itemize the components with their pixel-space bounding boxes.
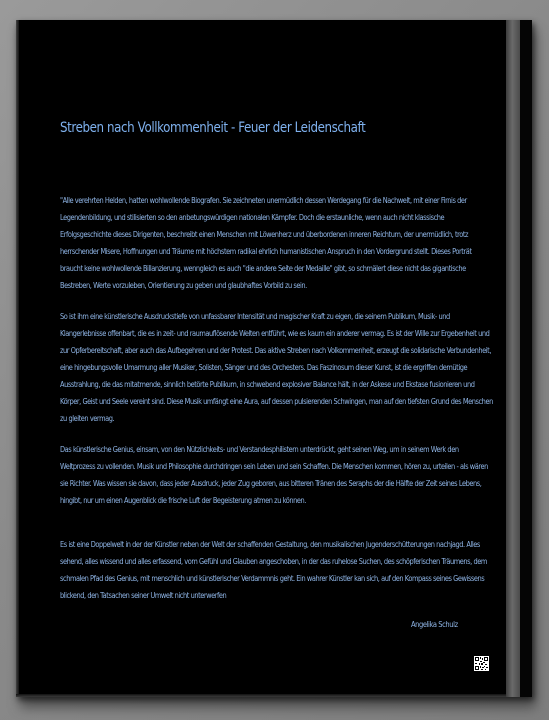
page-edge	[16, 20, 19, 697]
paragraph-1: "Alle verehrten Helden, hatten wohlwollende Biografen. Sie zeichneten unermüdlich dessen Werdegang für die Nachwelt, mit einer Firnis der Legendenbildung, und stilisierten so den anbetungswürdigen nationalen Kämpfer. Doch die erstaunliche, wenn auch nicht klassische Erfolgsgeschichte dieses Dirigenten, beschreibt einen Menschen mit Löwenherz und überbordenen inneren Reichtum, der unermüdlich, trotz herrschender Misere, Hoffnungen und Träume mit höchstem radikal ehrlich humanistischen Anspruch in den Vordergrund stellt. Dieses Porträt braucht keine wohlwollende Billanzierung, wenngleich es auch "die andere Seite der Medaille" gibt, so schmälert diese nicht das gigantische Bestreben, Werte vorzuleben, Orientierung zu geben und glaubhaftes Vorbild zu sein.	[60, 195, 472, 290]
book-spine	[506, 20, 520, 697]
paragraph-2: So ist ihm eine künstlerische Ausdruckstiefe von unfassbarer Intensität und magischer Kraft zu eigen, die seinem Publikum, Musik- und Klangerlebnisse offenbart, die es in zeit- und raumauflösende Welten entführt, wie es kaum ein anderer vermag. Es ist der Wille zur Ergebenheit und zur Opferbereitschaft, aber auch das Aufbegehren und der Protest. Das aktive Streben nach Volkommenheit, erzeugt die solidarische Verbundenheit, eine hingebungsvolle Umarmung aller Musiker, Solisten, Sänger und des Orchesters. Das Faszinosum dieser Kunst, ist die ergriffen demütige Ausstrahlung, die das mitatmende, sinnlich betörte Publikum, in schwebend explosiver Balance hält, in der Askese und Ekstase fusionieren und Körper, Geist und Seele vereint sind. Diese Musik umfängt eine Aura, auf dessen pulsierenden Schwingen, man auf den tiefsten Grund des Menschen zu gleiten vermag.	[60, 311, 493, 423]
paragraph-4: Es ist eine Doppelwelt in der der Künstler neben der Welt der schaffenden Gestaltung, den musikalischen Jugenderschütterungen nachjagd. Alles sehend, alles wissend und alles erfassend, vom Gefühl und Glauben angeschoben, in der das ruhelose Suchen, des schöpferischen Träumens, dem schmalen Pfad des Genius, mit menschlich und künstlerischer Verdammnis geht. Ein wahrer Künstler kan sich, auf den Kompass seines Gewissens blickend, den Tatsachen seiner Umwelt nicht unterwerfen	[60, 539, 487, 600]
author-signature: Angelika Schulz	[411, 619, 458, 629]
book-spine-back	[520, 20, 532, 697]
book-cover	[16, 20, 532, 697]
paragraph-3: Das künstlerische Genius, einsam, von den Nützlichkeits- und Verstandesphilistern unterdrückt, geht seinen Weg, um in seinem Werk den Weltprozess zu vollenden. Musik und Philosophie durchdringen sein Leben und sein Schaffen. Die Menschen kommen, hören zu, urteilen - als wären sie Richter. Was wissen sie davon, dass jeder Ausdruck, jeder Zug geboren, aus bitteren Tränen des Seraphs der die Hälfte der Zeit seines Lebens, hingibt, nur um einen Augenblick die frische Luft der Begeisterung atmen zu können.	[60, 444, 488, 505]
qr-code-icon	[474, 656, 489, 671]
page-bottom-edge	[16, 694, 532, 697]
text-block	[60, 118, 493, 618]
page-title: Streben nach Vollkommenheit - Feuer der Leidenschaft	[60, 120, 366, 136]
